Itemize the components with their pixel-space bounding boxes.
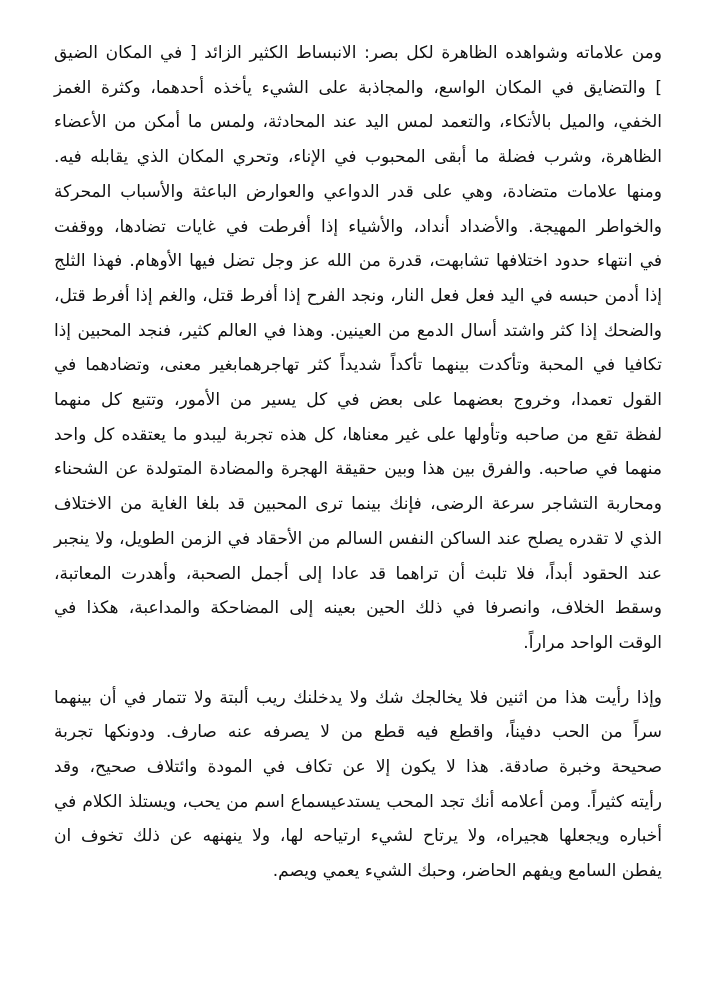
text-line: إذا أدمن حبسه في اليد فعل فعل النار، ونجد الفرح إذا أفرط قتل، والغم إذا أفرط قتل، <box>54 285 662 306</box>
text-line: ومن علاماته وشواهده الظاهرة لكل بصر: الانبساط الكثير الزائد [ في المكان الضيق <box>54 43 662 63</box>
text-line: القول تعمدا، وخروج بعضهما على بعض في كل يسير من الأمور، وتتبع كل منهما <box>54 390 662 411</box>
text-line: الذي لا تقدره يصلح عند الساكن النفس السالم من الأحقاد في الزمن الطويل، ولا ينجبر <box>54 528 662 549</box>
text-line: وإذا رأيت هذا من اثنين فلا يخالجك شك ولا يدخلنك ريب ألبتة ولا تتمار في أن بينهما <box>54 687 662 708</box>
paragraph-2 <box>54 681 662 889</box>
text-line: صحيحة وخبرة صادقة. هذا لا يكون إلا عن تكاف في المودة وائتلاف صحيح، وقد <box>54 757 662 778</box>
text-line: رأيته كثيراً. ومن أعلامه أنك تجد المحب يستدعيسماع اسم من يحب، ويستلذ الكلام في <box>54 791 662 812</box>
text-line: الخفي، والميل بالأتكاء، والتعمد لمس اليد عند المحادثة، ولمس ما أمكن من الأعضاء <box>54 112 662 133</box>
text-line: والضحك إذا كثر واشتد أسال الدمع من العينين. وهذا في العالم كثير، فنجد المحبين إذا <box>54 320 662 341</box>
text-line: عند الحقود أبداً، فلا تلبث أن تراهما قد عادا إلى أجمل الصحبة، وأهدرت المعاتبة، <box>54 563 662 584</box>
text-line: الظاهرة، وشرب فضلة ما أبقى المحبوب في الإناء، وتحري المكان الذي يقابله فيه. <box>54 147 662 168</box>
text-line: منهما في صاحبه. والفرق بين هذا وبين حقيقة الهجرة والمضادة المتولدة عن الشحناء <box>54 459 662 480</box>
text-line: ومنها علامات متضادة، وهي على قدر الدواعي والعوارض الباعثة والأسباب المحركة <box>54 181 662 202</box>
text-line: ] والتضايق في المكان الواسع، والمجاذبة على الشيء يأخذه أحدهما، وكثرة الغمز <box>54 77 662 98</box>
text-line: والخواطر المهيجة. والأضداد أنداد، والأشياء إذا أفرطت في غايات تضادها، ووقفت <box>54 216 662 237</box>
text-line: ومحاربة التشاجر سرعة الرضى، فإنك بينما ترى المحبين قد بلغا الغاية من الاختلاف <box>54 494 662 515</box>
text-line: سراً من الحب دفيناً، واقطع فيه قطع من لا يصرفه عنه صارف. ودونكها تجربة <box>54 722 662 743</box>
document-body <box>54 36 662 889</box>
text-line: يفطن السامع ويفهم الحاضر، وحبك الشيء يعمي ويصم. <box>272 861 662 882</box>
text-line: وسقط الخلاف، وانصرفا في ذلك الحين بعينه إلى المضاحكة والمداعبة، هكذا في <box>54 598 662 619</box>
text-line: أخباره ويجعلها هجيراه، ولا يرتاح لشيء ارتياحه لها، ولا ينهنهه عن ذلك تخوف ان <box>54 826 662 847</box>
text-line: تكافيا في المحبة وتأكدت بينهما تأكداً شديداً كثر تهاجرهمابغير معنى، وتضادهما في <box>54 355 662 376</box>
paragraph-1 <box>54 36 662 661</box>
text-line: الوقت الواحد مراراً. <box>523 632 662 653</box>
text-line: في انتهاء حدود اختلافها تشابهت، قدرة من الله عز وجل تضل فيها الأوهام. فهذا الثلج <box>54 251 662 272</box>
text-line: لفظة تقع من صاحبه وتأولها على غير معناها، كل هذه تجربة ليبدو ما يعتقده كل واحد <box>54 424 662 445</box>
